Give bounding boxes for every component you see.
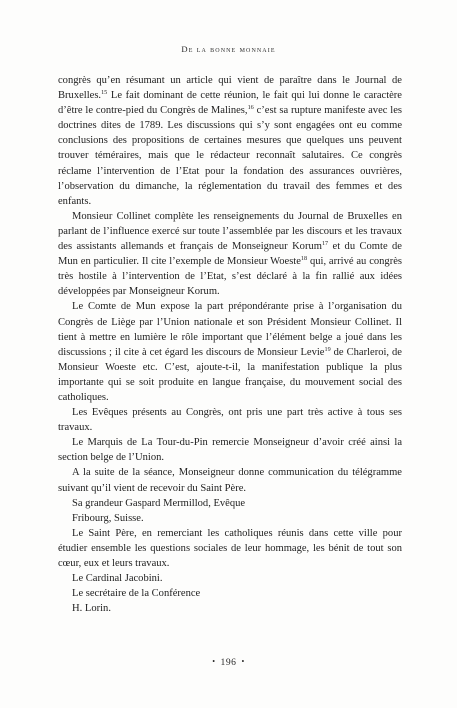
footnote-marker: 15 <box>101 89 108 97</box>
paragraph <box>58 511 402 526</box>
footnote-marker: 16 <box>247 104 254 112</box>
folio-bullet-left: • <box>212 657 216 666</box>
text-run: Le Comte de Mun expose la part prépondérante prise à l’organisation du Congrès de Liège par l’Union nationale et son Président Monsieur Collinet. Il tient à mettre en lumière le rôle important que l’élément belge a joué dans les discussions ; il cite à cet égard les discours de Monsieur Levie <box>58 301 402 358</box>
text-run: c’est sa rupture manifeste avec les doctrines dites de 1789. Les discussions qui s’y sont engagées ont eu comme conclusions des propositions de certaines mesures que quelques uns peuvent trouver téméraires, mais que le rédacteur reconnaît salutaires. Ce congrès réclame l’intervention de l’Etat pour la fondation des assurances ouvrières, l’observation du dimanche, la réglementation du travail des femmes et des enfants. <box>58 105 402 207</box>
text-run: de Charleroi, de Monsieur Woeste etc. C’est, ajoute-t-il, la manifestation publique la plus importante qui se soit produite en langue française, du mouvement social des catholiques. <box>58 346 402 403</box>
text-run: Les Evêques présents au Congrès, ont pris une part très active à tous ses travaux. <box>58 407 402 434</box>
text-run: Fribourg, Suisse. <box>72 512 144 524</box>
paragraph <box>58 465 402 495</box>
text-run: Monsieur Collinet complète les renseignements du Journal de Bruxelles en parlant de l’influence exercé sur toute l’assemblée par les discours et les travaux des assistants allemands et français de Monseigneur Korum <box>58 210 402 253</box>
paragraph <box>58 586 402 601</box>
folio-bullet-right: • <box>241 657 245 666</box>
paragraph <box>58 571 402 586</box>
running-head: De la bonne monnaie <box>181 44 276 54</box>
text-run: Le Marquis de La Tour-du-Pin remercie Monseigneur d’avoir créé ainsi la section belge de l’Union. <box>58 437 402 464</box>
text-run: Le Cardinal Jacobini. <box>72 573 163 585</box>
text-run: H. Lorin. <box>72 603 111 615</box>
paragraph <box>58 601 402 616</box>
paragraph <box>58 496 402 511</box>
text-run: qui, arrivé au congrès très hostile à l’intervention de l’Etat, s’est déclaré à la fin rallié aux idées développées par Monseigneur Korum. <box>58 256 402 298</box>
folio-number: 196 <box>220 657 237 668</box>
paragraph <box>58 299 402 405</box>
text-run: Sa grandeur Gaspard Mermillod, Evêque <box>72 497 246 509</box>
paragraph <box>58 435 402 465</box>
footnote-marker: 19 <box>324 345 331 353</box>
body-text <box>58 73 402 616</box>
paragraph <box>58 73 402 209</box>
footnote-marker: 18 <box>300 255 308 263</box>
footnote-marker: 17 <box>321 240 329 248</box>
paragraph <box>58 526 402 571</box>
text-run: Le secrétaire de la Conférence <box>72 588 201 600</box>
text-run: et du Comte de Mun en particulier. Il cite l’exemple de Monsieur Woeste <box>58 241 402 268</box>
page-number <box>0 657 457 668</box>
paragraph <box>58 405 402 435</box>
text-run: A la suite de la séance, Monseigneur donne communication du télégramme suivant qu’il vient de recevoir du Saint Père. <box>58 467 402 494</box>
paragraph <box>58 209 402 300</box>
text-run: Le Saint Père, en remerciant les catholiques réunis dans cette ville pour étudier ensemble les questions sociales de leur hommage, les bénit de tout son cœur, eux et leurs travaux. <box>58 527 402 569</box>
text-run: Le fait dominant de cette réunion, le fait qui lui donne le caractère d’être le contre-pied du Congrès de Malines, <box>58 90 402 117</box>
text-run: congrès qu’en résumant un article qui vient de paraître dans le Journal de Bruxelles. <box>58 75 402 102</box>
